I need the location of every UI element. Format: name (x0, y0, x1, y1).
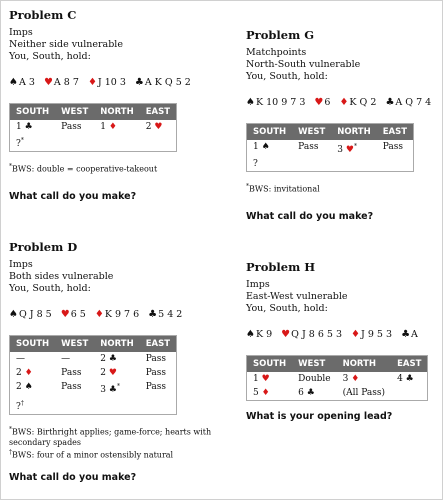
diamond-icon: ♦ (94, 309, 104, 320)
vulnerability-label: Neither side vulnerable (9, 39, 123, 50)
hearts-holding: 6 (324, 97, 331, 108)
vulnerability-label: East-West vulnerable (246, 291, 348, 302)
spade-icon: ♠ (246, 97, 255, 108)
diamonds-holding: K Q 2 (349, 97, 377, 108)
diamond-icon: ♦ (87, 77, 97, 88)
heart-icon: ♥ (314, 97, 324, 108)
hand (246, 329, 436, 341)
clubs-holding: A Q 7 4 (395, 97, 432, 108)
hearts-holding: 6 5 (70, 309, 86, 320)
bidding-notes (9, 162, 224, 175)
bidding-notes (246, 182, 436, 195)
heart-icon: ♥ (43, 77, 53, 88)
problem-title: Problem H (246, 260, 316, 274)
question: What is your opening lead? (246, 411, 393, 422)
hold-label: You, South, hold: (9, 51, 91, 62)
bidding-header-row (10, 104, 177, 121)
spades-holding: A 3 (18, 77, 35, 88)
spade-icon: ♠ (9, 77, 18, 88)
bidding-table (9, 335, 177, 415)
bid-cell: — (61, 354, 71, 364)
bidding-row (247, 157, 414, 172)
hearts-holding: A 8 7 (53, 77, 79, 88)
vulnerability-label: Both sides vulnerable (9, 271, 114, 282)
bid-cell: 4 ♣ (397, 374, 414, 384)
scoring-label: Imps (246, 279, 270, 290)
bidding-header-north: NORTH (337, 356, 391, 373)
problem-title: Problem C (9, 8, 77, 22)
bidding-header-north: NORTH (94, 104, 139, 121)
bidding-row (10, 397, 177, 415)
bidding-note: *BWS: Birthright applies; game-force; hearts with secondary spades (9, 426, 212, 447)
hearts-holding: Q J 8 6 5 3 (291, 329, 343, 340)
bid-cell (292, 157, 331, 172)
bidding-row (10, 134, 177, 152)
spade-icon: ♠ (246, 329, 255, 340)
question: What call do you make? (246, 210, 374, 222)
bid-cell (94, 397, 139, 415)
bid-cell: 5 ♦ (253, 388, 270, 398)
bidding-note: *BWS: double = cooperative-takeout (9, 163, 158, 174)
bid-cell: 2 ♦ (16, 368, 33, 378)
bid-cell: 2 ♥ (145, 122, 163, 132)
bidding-header-west: WEST (55, 336, 94, 353)
bid-cell (94, 134, 139, 152)
bidding-header-south: SOUTH (247, 124, 293, 141)
vulnerability-label: North-South vulnerable (246, 59, 361, 70)
bidding-header-south: SOUTH (10, 336, 56, 353)
bidding-header-east: EAST (140, 104, 177, 121)
problem-c (9, 9, 224, 203)
scoring-label: Imps (9, 259, 33, 270)
bidding-row (247, 140, 414, 157)
bid-cell: 2 ♥ (100, 368, 117, 378)
bid-cell (140, 134, 177, 152)
bidding-row (247, 386, 428, 401)
bid-cell: 1 ♦ (100, 122, 117, 132)
bidding-header-east: EAST (391, 356, 428, 373)
diamond-icon: ♦ (339, 97, 349, 108)
bid-cell: Pass (61, 122, 82, 132)
bidding-header-south: SOUTH (10, 104, 56, 121)
hand (9, 309, 234, 321)
spades-holding: K 9 (255, 329, 273, 340)
bid-cell: Pass (145, 382, 166, 392)
bid-cell: ? (253, 159, 258, 169)
scoring-label: Imps (9, 27, 33, 38)
diamonds-holding: K 9 7 6 (104, 309, 140, 320)
question: What call do you make? (9, 472, 137, 484)
bidding-header-north: NORTH (331, 124, 376, 141)
bidding-header-west: WEST (55, 104, 94, 121)
problem-title: Problem G (246, 28, 315, 42)
bid-cell: 1 ♣ (16, 122, 33, 132)
bidding-header-west: WEST (292, 124, 331, 141)
hold-label: You, South, hold: (246, 71, 328, 82)
bid-cell (140, 397, 177, 415)
bidding-header-west: WEST (292, 356, 336, 373)
scoring-label: Matchpoints (246, 47, 307, 58)
diamond-icon: ♦ (351, 329, 361, 340)
bidding-header-east: EAST (140, 336, 177, 353)
club-icon: ♣ (148, 309, 158, 320)
clubs-holding: 5 4 2 (158, 309, 183, 320)
bidding-row (10, 366, 177, 380)
hand (246, 97, 436, 109)
problem-title: Problem D (9, 240, 78, 254)
hold-label: You, South, hold: (246, 303, 328, 314)
club-icon: ♣ (401, 329, 411, 340)
spades-holding: Q J 8 5 (18, 309, 52, 320)
diamonds-holding: J 10 3 (97, 77, 126, 88)
bid-cell: ?* (16, 137, 24, 149)
bid-cell: Pass (298, 142, 319, 152)
bidding-header-row (247, 124, 414, 141)
bidding-row (247, 372, 428, 386)
bid-cell: 1 ♠ (253, 142, 270, 152)
club-icon: ♣ (385, 97, 395, 108)
bidding-header-south: SOUTH (247, 356, 293, 373)
clubs-holding: A K Q 5 2 (144, 77, 191, 88)
hold-label: You, South, hold: (9, 283, 91, 294)
bidding-header-north: NORTH (94, 336, 139, 353)
question: What call do you make? (9, 190, 137, 202)
bid-cell: Pass (61, 368, 82, 378)
bid-cell (331, 157, 376, 172)
bid-cell: ?† (16, 400, 24, 412)
bidding-table (246, 355, 428, 401)
bid-cell: Pass (382, 142, 403, 152)
bid-cell (391, 386, 428, 401)
heart-icon: ♥ (281, 329, 291, 340)
bidding-header-row (247, 356, 428, 373)
bid-cell (55, 134, 94, 152)
bidding-table (246, 123, 414, 172)
bid-cell: 3 ♣* (100, 383, 120, 395)
bidding-note: *BWS: invitational (246, 183, 320, 194)
bid-cell: Pass (145, 368, 166, 378)
bidding-note: †BWS: four of a minor ostensibly natural (9, 448, 174, 460)
bid-cell: — (16, 354, 25, 364)
club-icon: ♣ (134, 77, 144, 88)
bid-cell: Pass (145, 354, 166, 364)
bidding-header-east: EAST (377, 124, 414, 141)
bidding-row (10, 380, 177, 397)
bid-cell: (All Pass) (342, 388, 386, 398)
bid-cell: Double (298, 374, 331, 384)
bid-cell: 1 ♥ (253, 374, 270, 384)
bid-cell (55, 397, 94, 415)
bid-cell: 3 ♥* (337, 143, 357, 155)
bidding-row (10, 352, 177, 366)
bidding-notes (9, 425, 224, 460)
bid-cell: 2 ♣ (100, 354, 117, 364)
spade-icon: ♠ (9, 309, 18, 320)
bid-cell (377, 157, 414, 172)
problem-g (246, 29, 436, 223)
diamonds-holding: J 9 5 3 (361, 329, 393, 340)
spades-holding: K 10 9 7 3 (255, 97, 306, 108)
bid-cell: 3 ♦ (342, 374, 360, 384)
clubs-holding: A (411, 329, 418, 340)
problem-h (246, 261, 436, 423)
problem-d (9, 241, 234, 484)
bidding-row (10, 120, 177, 134)
heart-icon: ♥ (60, 309, 70, 320)
bid-cell: 6 ♣ (298, 388, 315, 398)
bid-cell: 2 ♠ (16, 382, 33, 392)
bidding-table (9, 103, 177, 152)
bid-cell: Pass (61, 382, 82, 392)
bidding-header-row (10, 336, 177, 353)
hand (9, 77, 224, 89)
